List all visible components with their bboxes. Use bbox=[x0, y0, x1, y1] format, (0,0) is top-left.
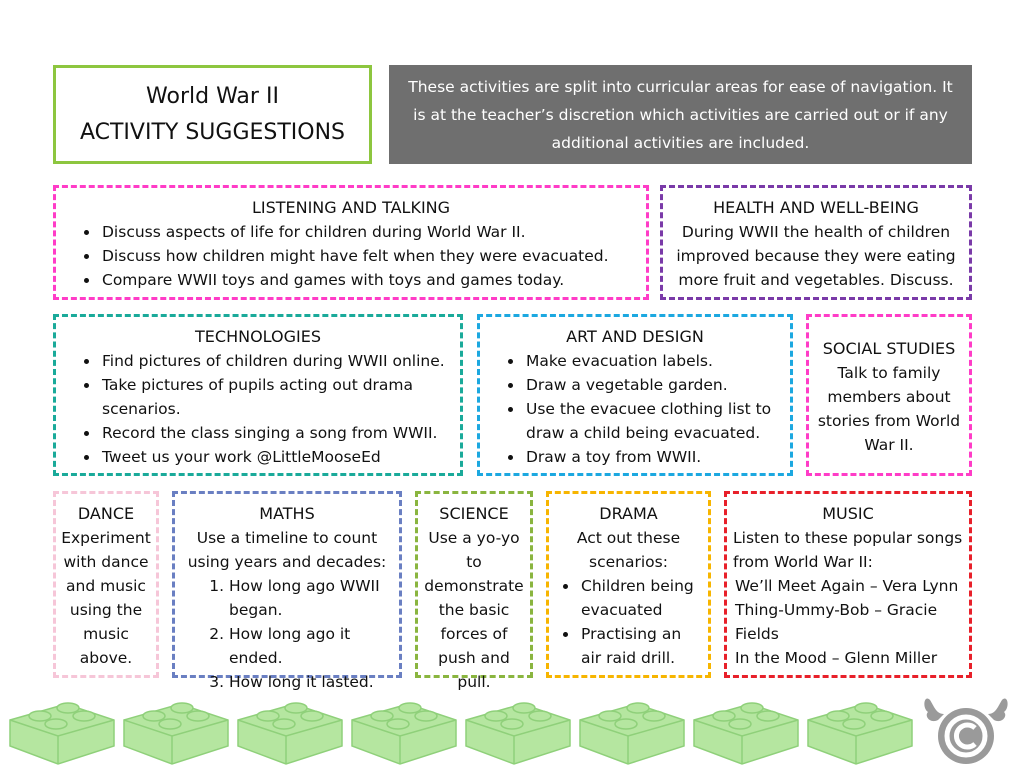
drama-heading: DRAMA bbox=[599, 504, 658, 523]
title-line-2: ACTIVITY SUGGESTIONS bbox=[79, 119, 346, 145]
maths-list bbox=[181, 574, 393, 694]
green-toy-brick-icon bbox=[690, 686, 802, 768]
green-toy-brick-icon bbox=[576, 686, 688, 768]
social-text: Talk to family members about stories from World War II. bbox=[817, 364, 961, 454]
green-toy-brick-icon bbox=[804, 686, 916, 768]
social-card bbox=[806, 314, 972, 476]
list-item: • Make evacuation labels. bbox=[524, 349, 780, 373]
moose-copyright-logo bbox=[920, 690, 1012, 766]
title-box bbox=[53, 65, 372, 164]
song-item: Thing-Ummy-Bob – Gracie Fields bbox=[735, 601, 938, 643]
green-toy-brick-icon bbox=[120, 686, 232, 768]
list-item: • Use the evacuee clothing list to draw a child being evacuated. bbox=[524, 397, 780, 445]
title-line-1: World War II bbox=[146, 83, 279, 109]
technologies-card bbox=[53, 314, 463, 476]
listening-heading: LISTENING AND TALKING bbox=[251, 198, 451, 217]
dance-card bbox=[53, 491, 159, 678]
science-card bbox=[415, 491, 533, 691]
list-item: • Tweet us your work @LittleMooseEd bbox=[100, 445, 450, 469]
science-text: Use a yo-yo to demonstrate the basic forces of push and pull. bbox=[424, 529, 524, 691]
health-card bbox=[660, 185, 972, 300]
song-item: We’ll Meet Again – Vera Lynn bbox=[735, 577, 959, 595]
green-toy-brick-icon bbox=[234, 686, 346, 768]
list-item: 3. How long it lasted. bbox=[229, 670, 393, 694]
list-item: • Discuss how children might have felt when they were evacuated. bbox=[100, 244, 636, 268]
drama-card bbox=[546, 491, 711, 678]
list-item: • Draw a toy from WWII. bbox=[524, 445, 780, 469]
list-item: • Draw a vegetable garden. bbox=[524, 373, 780, 397]
list-item: • Discuss aspects of life for children during World War II. bbox=[100, 220, 636, 244]
health-heading: HEALTH AND WELL-BEING bbox=[713, 198, 919, 217]
drama-list bbox=[557, 574, 700, 670]
list-item: 2. How long ago it ended. bbox=[229, 622, 393, 670]
technologies-heading: TECHNOLOGIES bbox=[195, 327, 321, 346]
music-text: Listen to these popular songs from World War II: bbox=[733, 529, 963, 571]
maths-card bbox=[172, 491, 402, 691]
song-item: In the Mood – Glenn Miller bbox=[735, 649, 938, 667]
listening-list bbox=[66, 220, 636, 292]
info-text: These activities are split into curricular areas for ease of navigation. It is at the teacher’s discretion which activities are carried out or if any additional activities are included. bbox=[408, 77, 953, 152]
social-heading: SOCIAL STUDIES bbox=[822, 339, 956, 358]
dance-heading: DANCE bbox=[77, 504, 135, 523]
art-list bbox=[490, 349, 780, 469]
music-heading: MUSIC bbox=[822, 504, 874, 523]
list-item: • Take pictures of pupils acting out drama scenarios. bbox=[100, 373, 450, 421]
maths-text: Use a timeline to count using years and decades: bbox=[187, 529, 387, 571]
list-item: 1. How long ago WWII began. bbox=[229, 574, 393, 622]
maths-heading: MATHS bbox=[259, 504, 315, 523]
dance-text: Experiment with dance and music using the music above. bbox=[61, 529, 151, 667]
brick-border bbox=[0, 686, 1024, 768]
list-item: • Children being evacuated bbox=[579, 574, 700, 622]
green-toy-brick-icon bbox=[348, 686, 460, 768]
technologies-list bbox=[66, 349, 450, 469]
info-banner bbox=[389, 65, 972, 164]
list-item: • Compare WWII toys and games with toys and games today. bbox=[100, 268, 636, 292]
music-song-list bbox=[733, 574, 963, 670]
health-text: During WWII the health of children improved because they were eating more fruit and vegetables. Discuss. bbox=[676, 223, 956, 289]
green-toy-brick-icon bbox=[462, 686, 574, 768]
green-toy-brick-icon bbox=[6, 686, 118, 768]
list-item: • Practising an air raid drill. bbox=[579, 622, 700, 670]
art-card bbox=[477, 314, 793, 476]
drama-text: Act out these scenarios: bbox=[576, 529, 681, 571]
science-heading: SCIENCE bbox=[439, 504, 509, 523]
listening-card bbox=[53, 185, 649, 300]
art-heading: ART AND DESIGN bbox=[566, 327, 704, 346]
list-item: • Find pictures of children during WWII online. bbox=[100, 349, 450, 373]
music-card bbox=[724, 491, 972, 678]
list-item: • Record the class singing a song from WWII. bbox=[100, 421, 450, 445]
